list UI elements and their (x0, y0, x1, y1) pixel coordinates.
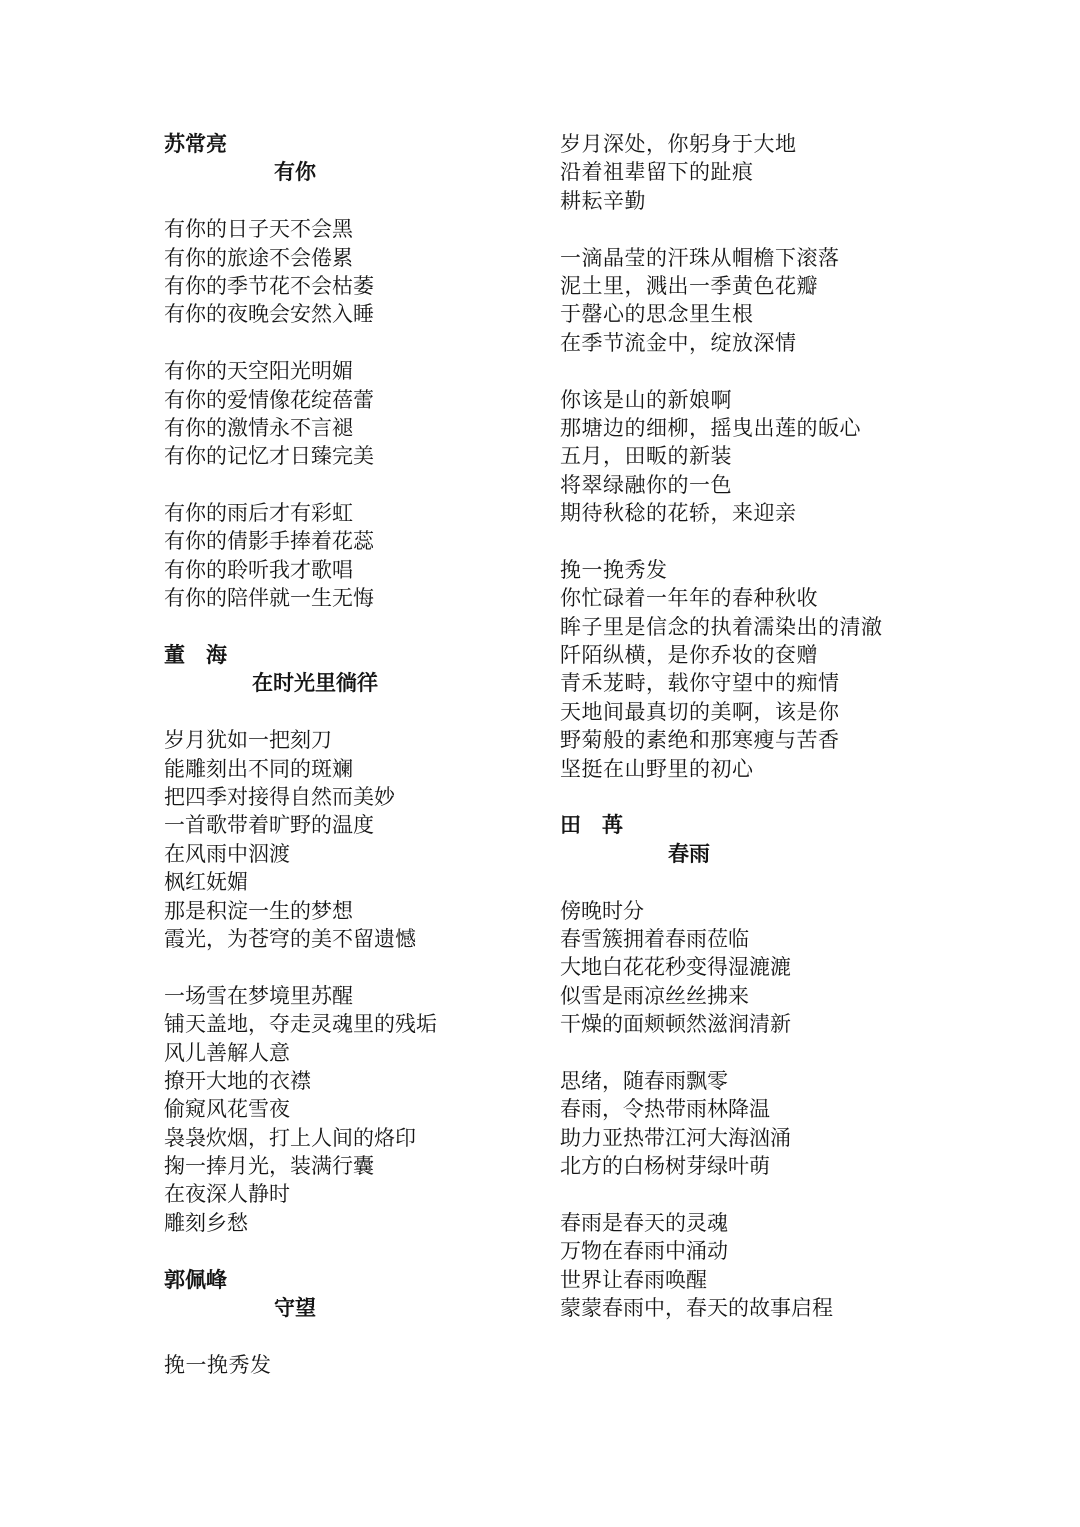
poem-line: 袅袅炊烟，打上人间的烙印 (164, 1125, 416, 1150)
poem-line: 风儿善解人意 (164, 1040, 290, 1065)
poem-line: 在季节流金中，绽放深情 (560, 330, 797, 355)
poem-author: 郭佩峰 (164, 1267, 227, 1292)
poem-line: 撩开大地的衣襟 (164, 1068, 311, 1093)
poem-title: 有你 (274, 160, 316, 185)
poem-line: 偷窥风花雪夜 (164, 1097, 290, 1122)
poem-line: 阡陌纵横，是你乔妆的奁赠 (560, 643, 818, 668)
poem-line: 春雨，令热带雨林降温 (560, 1097, 770, 1122)
poem-line: 助力亚热带江河大海汹涌 (560, 1125, 791, 1150)
poem-title: 守望 (274, 1296, 316, 1321)
poem-line: 有你的夜晚会安然入睡 (164, 302, 374, 327)
poem-line: 泥土里，溅出一季黄色花瓣 (560, 273, 818, 298)
poem-line: 于罄心的思念里生根 (560, 302, 754, 327)
poem-line: 有你的日子天不会黑 (164, 217, 353, 242)
poem-line: 春雨是春天的灵魂 (560, 1210, 728, 1235)
poem-title: 春雨 (668, 841, 710, 866)
poem-line: 岁月深处，你躬身于大地 (560, 132, 797, 156)
poem-line: 有你的季节花不会枯萎 (164, 273, 374, 298)
poem-line: 那塘边的细柳，摇曳出莲的皈心 (560, 415, 861, 440)
poem-line: 耕耘辛勤 (560, 188, 646, 213)
poem-line: 傍晚时分 (560, 898, 644, 923)
poem-line: 野菊般的素绝和那寒瘦与苦香 (560, 728, 840, 753)
poem-line: 天地间最真切的美啊，该是你 (560, 699, 840, 724)
poem-line: 眸子里是信念的执着濡染出的清澈 (560, 614, 883, 639)
poem-line: 有你的陪伴就一生无悔 (164, 586, 374, 611)
poem-line: 有你的聆听我才歌唱 (164, 557, 353, 582)
poem-line: 有你的记忆才日臻完美 (164, 444, 374, 469)
poem-line: 将翠绿融你的一色 (560, 472, 732, 497)
poem-line: 北方的白杨树芽绿叶萌 (560, 1154, 770, 1179)
poem-line: 在夜深人静时 (164, 1182, 290, 1207)
poem-line: 掬一捧月光，装满行囊 (164, 1154, 374, 1179)
poem-line: 有你的天空阳光明媚 (164, 359, 353, 384)
poem-line: 能雕刻出不同的斑斓 (164, 756, 353, 781)
poem-author: 田 苒 (560, 813, 623, 838)
poem-line: 你该是山的新娘啊 (560, 387, 732, 412)
poem-line: 挽一挽秀发 (164, 1352, 272, 1377)
poem-line: 霞光，为苍穹的美不留遗憾 (164, 926, 416, 951)
poem-line: 枫红妩媚 (164, 870, 248, 895)
poem-line: 蒙蒙春雨中，春天的故事启程 (560, 1296, 833, 1321)
poem-line: 有你的雨后才有彩虹 (164, 501, 353, 526)
poem-line: 岁月犹如一把刻刀 (164, 728, 332, 753)
poem-line: 挽一挽秀发 (560, 557, 668, 582)
poem-line: 有你的旅途不会倦累 (164, 245, 353, 270)
poem-line: 一场雪在梦境里苏醒 (164, 983, 353, 1008)
poem-line: 春雪簇拥着春雨莅临 (560, 926, 749, 951)
poem-line: 有你的激情永不言褪 (164, 415, 353, 440)
poem-author: 苏常亮 (164, 132, 227, 156)
poem-line: 沿着祖辈留下的趾痕 (560, 160, 754, 185)
poem-line: 雕刻乡愁 (164, 1210, 248, 1235)
poem-line: 大地白花花秒变得湿漉漉 (560, 955, 791, 980)
poem-line: 世界让春雨唤醒 (560, 1267, 707, 1292)
poem-line: 一滴晶莹的汗珠从帽檐下滚落 (560, 245, 840, 270)
poem-author: 董 海 (164, 643, 227, 668)
poem-line: 干燥的面颊顿然滋润清新 (560, 1012, 791, 1037)
poem-line: 似雪是雨凉丝丝拂来 (560, 983, 749, 1008)
poem-line: 那是积淀一生的梦想 (164, 898, 353, 923)
poem-title: 在时光里徜徉 (252, 671, 378, 696)
poem-line: 思绪，随春雨飘零 (560, 1068, 728, 1093)
poem-line: 期待秋稔的花轿，来迎亲 (560, 501, 797, 526)
poem-line: 五月，田畈的新装 (560, 444, 732, 469)
poem-line: 把四季对接得自然而美妙 (164, 784, 395, 809)
poem-line: 有你的爱情像花绽蓓蕾 (164, 387, 374, 412)
poem-line: 一首歌带着旷野的温度 (164, 813, 374, 838)
poem-line: 有你的倩影手捧着花蕊 (164, 529, 374, 554)
right-column (560, 130, 920, 1322)
poem-line: 万物在春雨中涌动 (560, 1239, 728, 1264)
poem-line: 在风雨中泅渡 (164, 841, 290, 866)
poem-line: 青禾茏畤，载你守望中的痴情 (560, 671, 840, 696)
poem-line: 你忙碌着一年年的春种秋收 (560, 586, 818, 611)
left-column (164, 130, 544, 1379)
poem-line: 坚挺在山野里的初心 (560, 756, 754, 781)
poem-line: 铺天盖地，夺走灵魂里的残垢 (164, 1012, 437, 1037)
